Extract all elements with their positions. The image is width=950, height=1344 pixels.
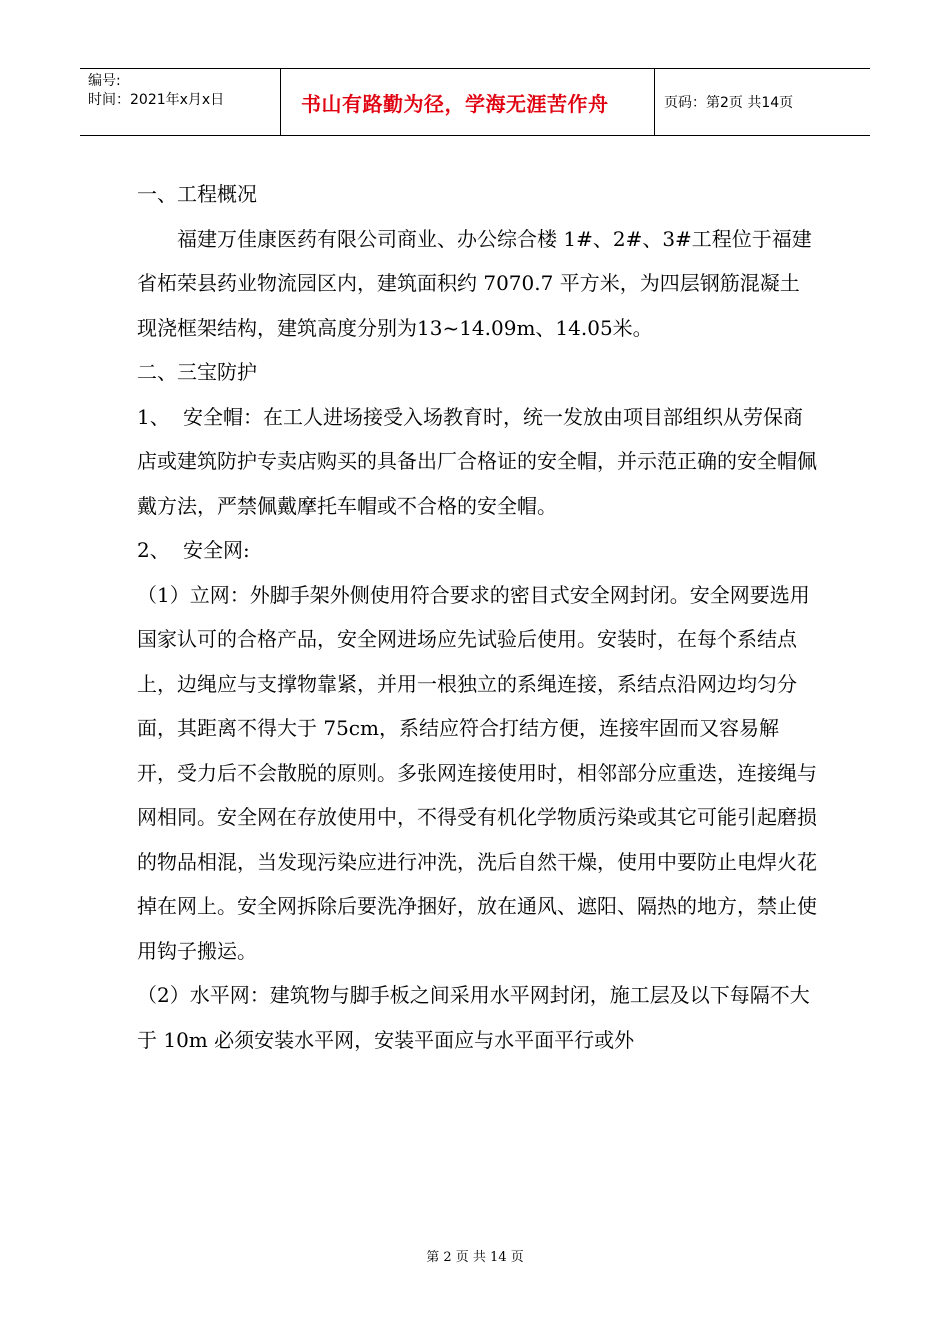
header-motto-cell xyxy=(281,69,655,135)
list-item-helmet xyxy=(137,395,817,529)
list-item-net xyxy=(137,528,817,573)
overview-paragraph: 福建万佳康医药有限公司商业、办公综合楼 1#、2#、3#工程位于福建省柘荣县药业物流园区内，建筑面积约 7070.7 平方米，为四层钢筋混凝土现浇框架结构，建筑高度分别为13~14.09m、14.05米。 xyxy=(137,226,812,340)
page-footer: 第 2 页 共 14 页 xyxy=(426,1250,524,1265)
header-motto: 书山有路勤为径，学海无涯苦作舟 xyxy=(301,91,609,116)
page-header xyxy=(80,68,870,136)
document-number-label: 编号: xyxy=(88,73,121,89)
list-item-number: 2、 xyxy=(137,538,170,562)
list-item-number: 1、 xyxy=(137,404,170,429)
document-date: 时间：2021年x月x日 xyxy=(88,92,225,108)
list-item-text: 安全帽：在工人进场接受入场教育时，统一发放由项目部组织从劳保商店或建筑防护专卖店购买的具备出厂合格证的安全帽，并示范正确的安全帽佩戴方法，严禁佩戴摩托车帽或不合格的安全帽。 xyxy=(137,404,817,518)
section-heading-overview: 一、工程概况 xyxy=(137,182,257,206)
horizontal-net-paragraph: （2）水平网：建筑物与脚手板之间采用水平网封闭，施工层及以下每隔不大于 10m 必须安装水平网，安装平面应与水平面平行或外 xyxy=(137,983,810,1052)
list-item-text: 安全网: xyxy=(183,538,250,562)
section-heading-protection: 二、三宝防护 xyxy=(137,360,257,384)
header-meta-cell xyxy=(80,69,281,135)
document-body xyxy=(137,172,817,1062)
header-page-info: 页码：第2页 共14页 xyxy=(664,95,794,111)
vertical-net-paragraph: （1）立网：外脚手架外侧使用符合要求的密目式安全网封闭。安全网要选用国家认可的合格产品，安全网进场应先试验后使用。安装时，在每个系结点上，边绳应与支撑物靠紧，并用一根独立的系绳连接，系结点沿网边均匀分面，其距离不得大于 75cm，系结应符合打结方便，连接牢固而又容易解开，受力后不会散脱的原则。多张网连接使用时，相邻部分应重迭，连接绳与网相同。安全网在存放使用中，不得受有机化学物质污染或其它可能引起磨损的物品相混，当发现污染应进行冲洗，洗后自然干燥，使用中要防止电焊火花掉在网上。安全网拆除后要洗净捆好，放在通风、遮阳、隔热的地方，禁止使用钩子搬运。 xyxy=(137,582,817,963)
header-page-cell xyxy=(655,69,870,135)
